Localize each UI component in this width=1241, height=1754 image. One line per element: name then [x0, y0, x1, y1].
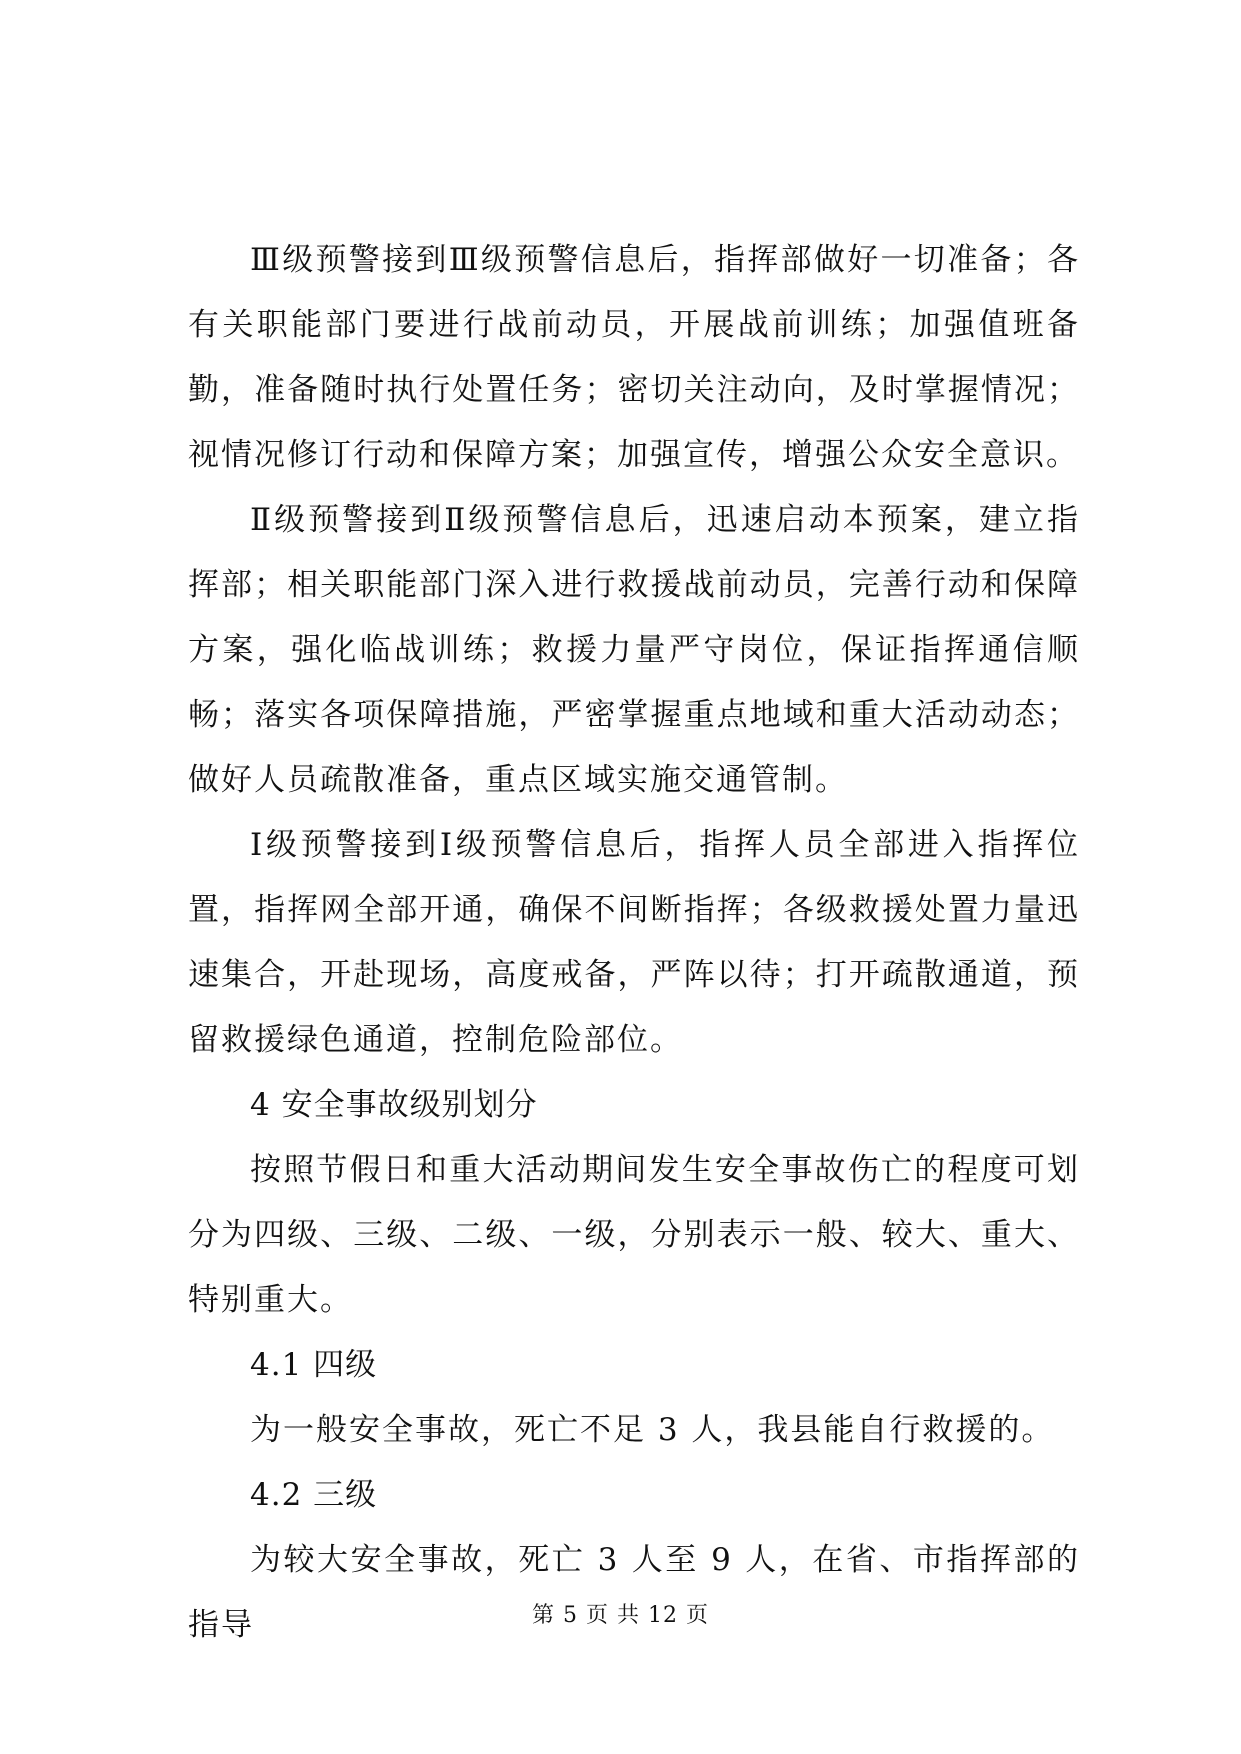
document-body [188, 228, 1080, 1658]
paragraph-level-three: 为较大安全事故，死亡 3 人至 9 人，在省、市指挥部的指导 [188, 1542, 1080, 1643]
paragraph-level-four: 为一般安全事故，死亡不足 3 人，我县能自行救援的。 [250, 1412, 1055, 1448]
paragraph-level-1-warning: Ⅰ级预警接到Ⅰ级预警信息后，指挥人员全部进入指挥位置，指挥网全部开通，确保不间断指挥；各级救援处置力量迅速集合，开赴现场，高度戒备，严阵以待；打开疏散通道，预留救援绿色通道，控制危险部位。 [188, 827, 1080, 1058]
section-heading-4: 4 安全事故级别划分 [250, 1087, 538, 1123]
section-heading-4-2: 4.2 三级 [250, 1477, 378, 1513]
paragraph-level-2-warning: Ⅱ级预警接到Ⅱ级预警信息后，迅速启动本预案，建立指挥部；相关职能部门深入进行救援战前动员，完善行动和保障方案，强化临战训练；救援力量严守岗位，保证指挥通信顺畅；落实各项保障措施，严密掌握重点地域和重大活动动态；做好人员疏散准备，重点区域实施交通管制。 [188, 502, 1080, 798]
section-heading-4-1: 4.1 四级 [250, 1347, 378, 1383]
paragraph-level-3-warning: Ⅲ级预警接到Ⅲ级预警信息后，指挥部做好一切准备；各有关职能部门要进行战前动员，开展战前训练；加强值班备勤，准备随时执行处置任务；密切关注动向，及时掌握情况；视情况修订行动和保障方案；加强宣传，增强公众安全意识。 [188, 242, 1080, 473]
paragraph-classification: 按照节假日和重大活动期间发生安全事故伤亡的程度可划分为四级、三级、二级、一级，分别表示一般、较大、重大、特别重大。 [188, 1152, 1080, 1318]
page-number: 第 5 页 共 12 页 [532, 1603, 709, 1628]
